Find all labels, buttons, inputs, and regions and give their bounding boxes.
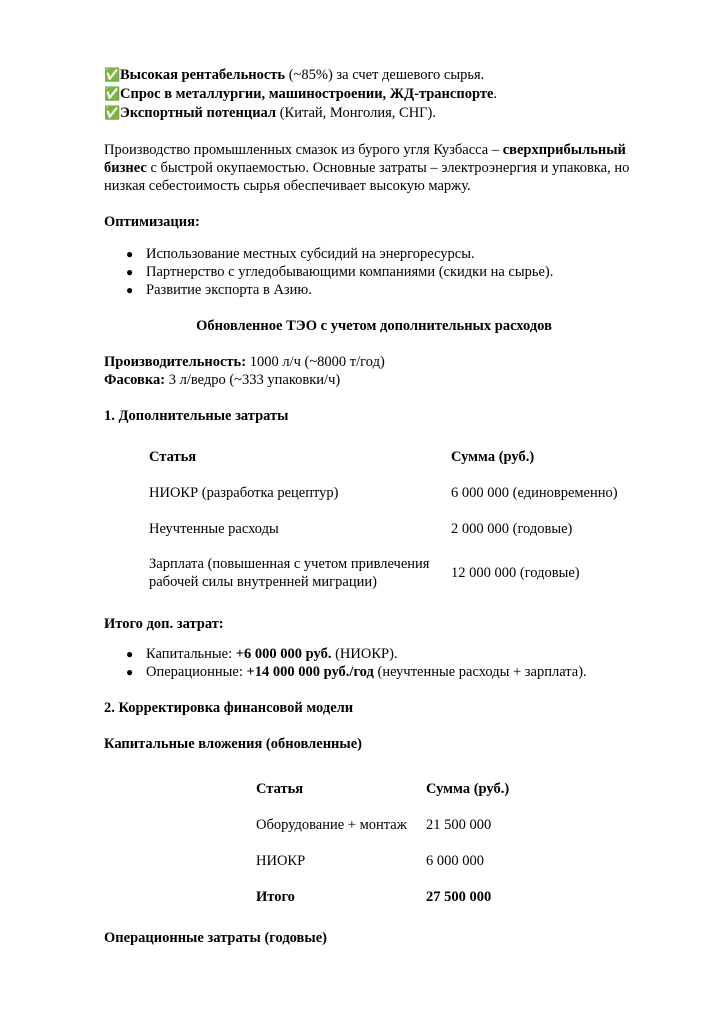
bullet-icon: ● [126, 247, 134, 261]
capex-heading: Капитальные вложения (обновленные) [104, 736, 362, 752]
additional-costs-heading: 1. Дополнительные затраты [104, 408, 289, 424]
table-header-row [149, 439, 618, 475]
advantage-item: ✅Спрос в металлургии, машиностроении, ЖД-транспорте. [104, 86, 498, 102]
list-item: ● Развитие экспорта в Азию. [126, 282, 312, 298]
opex-heading: Операционные затраты (годовые) [104, 930, 327, 946]
bullet-icon: ● [126, 265, 134, 279]
totals-list [104, 645, 644, 681]
table-header-row [256, 771, 509, 807]
column-header-sum: Сумма (руб.) [451, 449, 535, 465]
document-page [104, 66, 644, 947]
summary-paragraph: Производство промышленных смазок из бурого угля Кузбасса – сверхприбыльный бизнес с быстрой окупаемостью. Основные затраты – электроэнергия и упаковка, но низкая себестоимость сырья обеспечивает высокую маржу. [104, 142, 630, 194]
list-item: ● Использование местных субсидий на энергоресурсы. [126, 246, 475, 262]
totals-heading: Итого доп. затрат: [104, 616, 224, 632]
check-mark-icon: ✅ [104, 68, 121, 83]
advantage-item: ✅Экспортный потенциал (Китай, Монголия, СНГ). [104, 105, 437, 121]
packing-line: Фасовка: 3 л/ведро (~333 упаковки/ч) [104, 372, 341, 388]
check-mark-icon: ✅ [104, 87, 121, 102]
bullet-icon: ● [126, 647, 134, 661]
list-item: ● Капитальные: +6 000 000 руб. (НИОКР). [126, 646, 398, 662]
teo-title: Обновленное ТЭО с учетом дополнительных расходов [196, 318, 552, 334]
advantage-item: ✅Высокая рентабельность (~85%) за счет дешевого сырья. [104, 67, 485, 83]
capex-table [256, 771, 509, 915]
bullet-icon: ● [126, 665, 134, 679]
model-heading: 2. Корректировка финансовой модели [104, 700, 354, 716]
check-mark-icon: ✅ [104, 106, 121, 121]
additional-costs-table [149, 439, 618, 599]
list-item: ● Партнерство с угледобывающими компаниями (скидки на сырье). [126, 264, 554, 280]
table-total-row: Итого 27 500 000 [256, 889, 492, 905]
column-header-sum: Сумма (руб.) [426, 781, 510, 797]
table-row: Оборудование + монтаж 21 500 000 [256, 817, 492, 833]
advantages-list [104, 66, 644, 123]
table-row: Зарплата (повышенная с учетом привлечения рабочей силы внутренней миграции) 12 000 000 (годовые) [149, 556, 580, 590]
column-header-item: Статья [149, 449, 197, 465]
optimization-list [104, 245, 644, 299]
productivity-line: Производительность: 1000 л/ч (~8000 т/год) [104, 354, 385, 370]
table-row: НИОКР (разработка рецептур) 6 000 000 (единовременно) [149, 485, 618, 501]
table-row: НИОКР 6 000 000 [256, 853, 484, 869]
column-header-item: Статья [256, 781, 304, 797]
table-row: Неучтенные расходы 2 000 000 (годовые) [149, 521, 573, 537]
bullet-icon: ● [126, 283, 134, 297]
optimization-heading: Оптимизация: [104, 214, 200, 230]
list-item: ● Операционные: +14 000 000 руб./год (неучтенные расходы + зарплата). [126, 664, 587, 680]
